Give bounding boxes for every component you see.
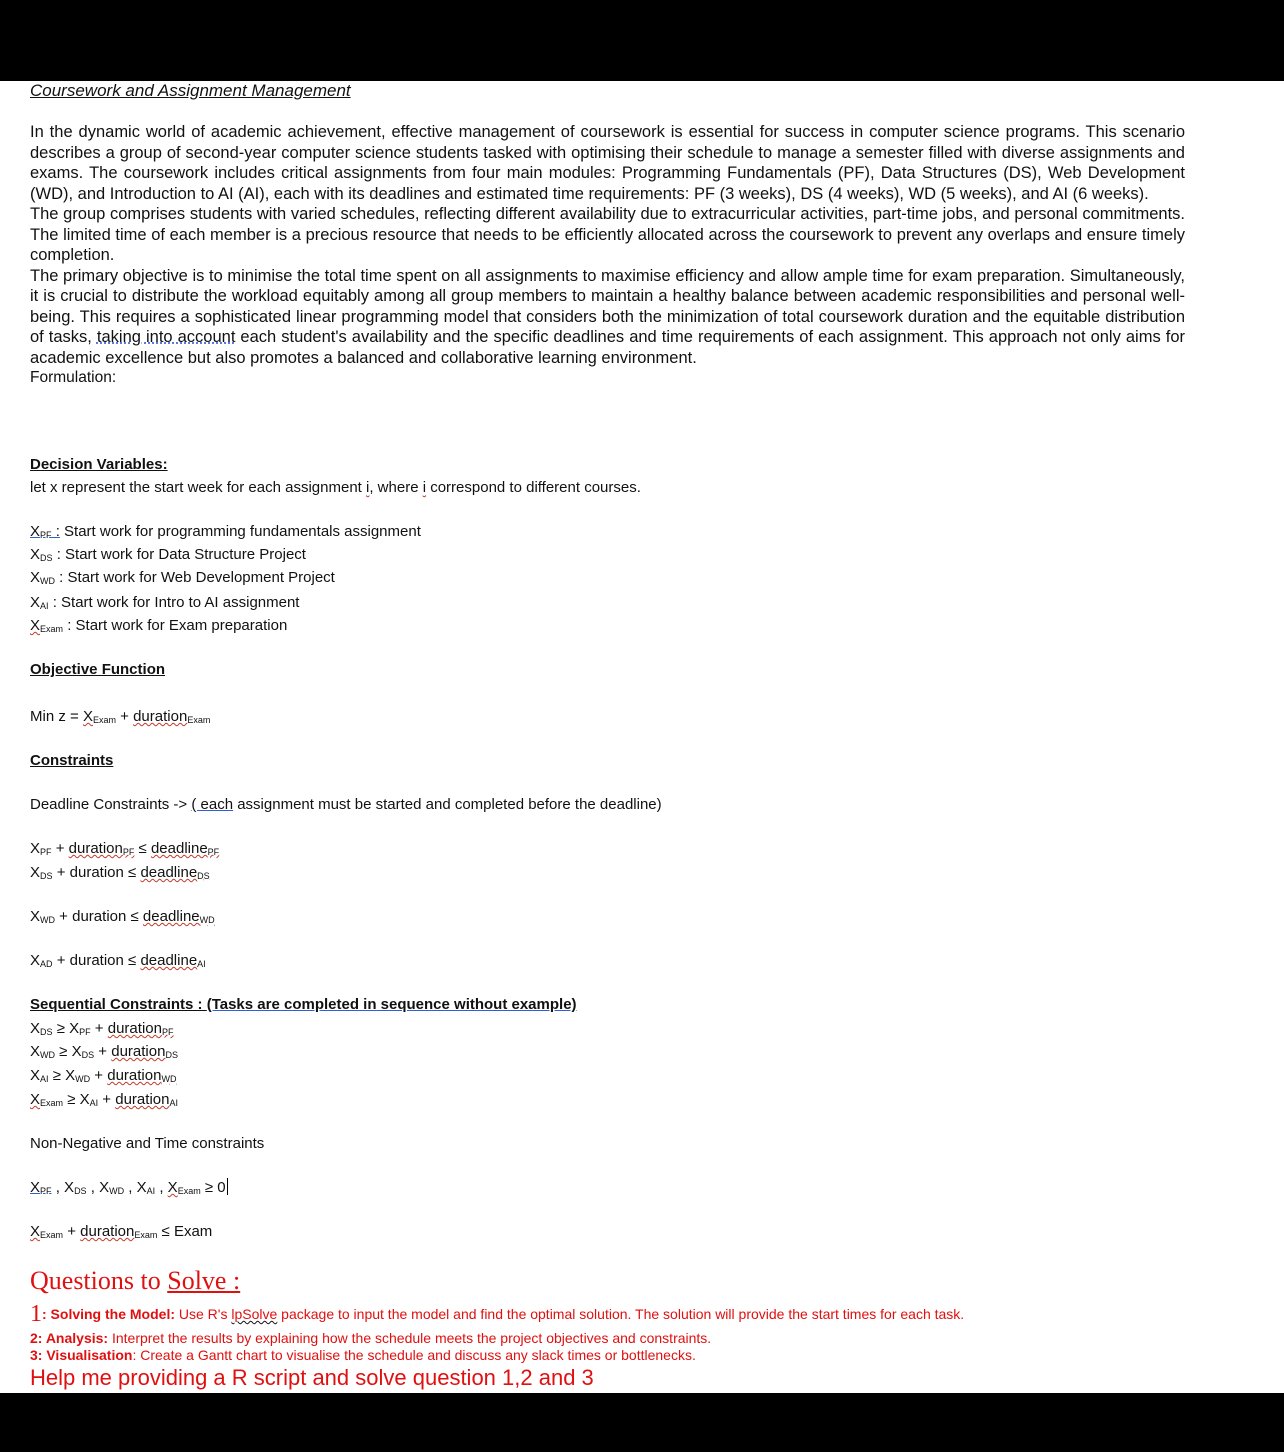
- deadline-text: deadline: [140, 952, 198, 969]
- le: ≤: [123, 952, 141, 969]
- var-colon: :: [63, 617, 72, 634]
- x-sub: Exam: [177, 1186, 201, 1196]
- duration-sub: PF: [161, 1027, 174, 1037]
- le-exam: ≤ Exam: [157, 1223, 213, 1240]
- plus: +: [115, 708, 134, 725]
- var-row-wd: [30, 568, 335, 588]
- x-exam: [168, 1179, 201, 1196]
- questions-heading-b: Solve :: [167, 1266, 241, 1295]
- x-symbol: X: [30, 1091, 41, 1108]
- ge: ≥: [48, 1067, 66, 1084]
- q3-label: 3: Visualisation: [30, 1347, 133, 1363]
- duration-text: duration: [69, 952, 124, 969]
- var-colon: :: [55, 569, 64, 586]
- page-title: Coursework and Assignment Management: [30, 81, 351, 100]
- min-text: Min: [30, 708, 59, 725]
- x-sub: WD: [75, 1074, 91, 1084]
- text-cursor: [227, 1178, 228, 1195]
- duration-term: [115, 1091, 178, 1108]
- paragraph-3: [30, 266, 1185, 369]
- duration-term: [107, 1067, 176, 1084]
- x-sub: WD: [40, 1050, 56, 1060]
- x-symbol: X: [30, 1179, 41, 1196]
- z-symbol: z: [58, 708, 66, 725]
- x-sub: WD: [40, 915, 56, 925]
- deadline-text: deadline: [150, 840, 208, 857]
- deadline-term: [143, 908, 215, 925]
- seq-row-ds: [30, 1019, 173, 1039]
- var-row-ai: [30, 593, 299, 613]
- plus: +: [90, 1067, 108, 1084]
- var-row-ds: [30, 545, 306, 565]
- x-symbol: X: [71, 1043, 82, 1060]
- deadline-text: deadline: [142, 908, 200, 925]
- deadline-label: Deadline Constraints ->: [30, 796, 192, 813]
- duration-text: duration: [107, 1067, 162, 1084]
- duration-text: duration: [69, 864, 124, 881]
- q1-number: 1: [30, 1301, 42, 1327]
- decision-intro: [30, 478, 641, 498]
- ge-zero: ≥ 0: [200, 1179, 226, 1196]
- q1-package: lpSolve: [231, 1306, 278, 1322]
- bottom-black-bar: [0, 1393, 1284, 1452]
- exam-time-row: [30, 1222, 212, 1242]
- questions-heading-a: Questions to: [30, 1266, 168, 1295]
- deadline-text: deadline: [140, 864, 198, 881]
- deadline-row-pf: [30, 839, 219, 859]
- formulation-label: Formulation:: [30, 369, 117, 386]
- paragraph-3-part-b: each student's availability and the specific deadlines and time requirements of each assignment. This approach not only aims for academic excellence but also promotes a balanced and collaborative learning environment.: [30, 328, 1185, 367]
- sep: ,: [155, 1179, 168, 1196]
- sep: ,: [51, 1179, 65, 1196]
- x-symbol: X: [30, 1067, 41, 1084]
- x-symbol: X: [30, 1223, 41, 1240]
- sep: ,: [124, 1179, 137, 1196]
- index-i: i: [366, 479, 370, 496]
- var-description: Start work for Web Development Project: [63, 569, 335, 586]
- duration-sub: AI: [169, 1098, 178, 1108]
- deadline-sub: AI: [197, 959, 206, 969]
- x-exam: [30, 1091, 63, 1108]
- plus: +: [90, 1020, 108, 1037]
- var-sub: Exam: [40, 624, 64, 634]
- x-symbol: X: [30, 952, 41, 969]
- x-symbol: X: [65, 1067, 76, 1084]
- sep: ,: [86, 1179, 100, 1196]
- x-sub: AI: [40, 1074, 49, 1084]
- q2-label: 2: Analysis:: [30, 1330, 109, 1346]
- deadline-term: [140, 952, 205, 969]
- le: ≤: [126, 908, 143, 925]
- duration-term: [80, 1223, 157, 1240]
- x-sub: Exam: [40, 1098, 64, 1108]
- questions-heading: [30, 1266, 240, 1296]
- q2-text: Interpret the results by explaining how the schedule meets the project objectives and constraints.: [108, 1330, 712, 1346]
- duration-term: [111, 1043, 178, 1060]
- x-symbol: X: [30, 864, 41, 881]
- ge: ≥: [55, 1043, 72, 1060]
- deadline-row-wd: [30, 907, 215, 927]
- question-3: [30, 1347, 696, 1364]
- var-x: X: [30, 569, 41, 586]
- x-sub: DS: [40, 871, 53, 881]
- x-sub: AI: [89, 1098, 99, 1108]
- x-sub: AI: [146, 1186, 156, 1196]
- var-description: Start work for Exam preparation: [71, 617, 288, 634]
- x-symbol: X: [136, 1179, 147, 1196]
- var-symbol: [30, 617, 63, 634]
- x-pf: [30, 1179, 52, 1196]
- deadline-row-ds: [30, 863, 210, 883]
- var-row-exam: [30, 616, 287, 636]
- duration-text: duration: [111, 1043, 166, 1060]
- document-page[interactable]: [0, 81, 1284, 1393]
- deadline-rest: assignment must be started and completed before the deadline): [233, 796, 662, 813]
- var-description: Start work for programming fundamentals assignment: [59, 523, 421, 540]
- question-2: [30, 1330, 711, 1347]
- le: ≤: [123, 864, 141, 881]
- duration-text: duration: [115, 1091, 170, 1108]
- x-exam: [30, 1223, 63, 1240]
- grammar-marked-phrase[interactable]: taking into account: [96, 328, 236, 346]
- q3-text: : Create a Gantt chart to visualise the schedule and discuss any slack times or bottlenecks.: [132, 1347, 696, 1363]
- paragraph-3-part-a: The primary objective is to minimise the total time spent on all assignments to maximise efficiency and allow ample time for exam preparation. Simultaneously, it is crucial to distribute the workload equitably among all group members to maintain a healthy balance between academic responsibilities and personal well-being. This requires a sophisticated linear programming model that considers both the minimization of total coursework duration and the equitable distribution of tasks,: [30, 266, 1185, 346]
- deadline-term: [151, 840, 219, 857]
- plus: +: [52, 864, 70, 881]
- var-x: X: [30, 617, 41, 634]
- x-sub: Exam: [92, 715, 116, 725]
- intro-text-c: correspond to different courses.: [426, 479, 641, 496]
- q1-label: : Solving the Model:: [42, 1306, 175, 1322]
- paragraph-2: The group comprises students with varied schedules, reflecting different availability due to extracurricular activities, part-time jobs, and personal commitments. The limited time of each member is a precious resource that needs to be efficiently allocated across the coursework to prevent any overlaps and ensure timely completion.: [30, 205, 1185, 264]
- x-symbol: X: [30, 1020, 41, 1037]
- deadline-sub: PF: [207, 847, 220, 857]
- q1-text-a: Use R's: [175, 1306, 232, 1322]
- x-symbol: X: [99, 1179, 110, 1196]
- intro-text-a: let x represent the start week for each assignment: [30, 479, 366, 496]
- var-colon: :: [51, 523, 60, 540]
- duration-text: duration: [80, 1223, 135, 1240]
- x-symbol: X: [69, 1020, 80, 1037]
- decision-variables-heading: Decision Variables:: [30, 456, 168, 473]
- question-1: [30, 1301, 965, 1327]
- duration-text: duration: [133, 708, 188, 725]
- var-x: X: [30, 523, 41, 540]
- equals: =: [65, 708, 83, 725]
- objective-heading: Objective Function: [30, 661, 166, 678]
- x-sub: PF: [40, 1186, 52, 1196]
- intro-paragraphs: [30, 122, 1185, 389]
- x-sub: PF: [79, 1027, 91, 1037]
- x-sub: DS: [40, 1027, 53, 1037]
- var-description: Start work for Intro to AI assignment: [56, 594, 300, 611]
- seq-row-wd: [30, 1042, 178, 1062]
- x-symbol: X: [64, 1179, 75, 1196]
- seq-row-exam: [30, 1090, 178, 1110]
- paragraph-1: In the dynamic world of academic achievement, effective management of coursework is essential for success in computer science programs. This scenario describes a group of second-year computer science students tasked with optimising their schedule to manage a semester filled with diverse assignments and exams. The coursework includes critical assignments from four main modules: Programming Fundamentals (PF), Data Structures (DS), Web Development (WD), and Introduction to AI (AI), each with its deadlines and estimated time requirements: PF (3 weeks), DS (4 weeks), WD (5 weeks), and AI (6 weeks).: [30, 123, 1185, 203]
- index-i: i: [422, 479, 427, 496]
- x-symbol: X: [167, 1179, 178, 1196]
- deadline-constraints-label: [30, 795, 662, 815]
- sequential-heading: [30, 995, 577, 1015]
- duration-sub: Exam: [134, 1230, 158, 1240]
- sequential-heading-b: (Tasks are completed in sequence without example): [206, 996, 577, 1013]
- plus: +: [51, 840, 69, 857]
- deadline-paren[interactable]: ( each: [191, 796, 234, 813]
- plus: +: [63, 1223, 81, 1240]
- duration-sub: WD: [161, 1074, 177, 1084]
- objective-formula: [30, 707, 210, 727]
- var-sub: AI: [40, 601, 49, 611]
- x-exam: [83, 708, 116, 725]
- constraints-heading: Constraints: [30, 752, 114, 769]
- duration-text: duration: [107, 1020, 162, 1037]
- duration-term: [69, 840, 135, 857]
- x-sub: WD: [109, 1186, 125, 1196]
- ge: ≥: [63, 1091, 80, 1108]
- deadline-sub: WD: [199, 915, 215, 925]
- x-sub: DS: [74, 1186, 87, 1196]
- le: ≤: [134, 840, 151, 857]
- duration-sub: DS: [165, 1050, 178, 1060]
- x-symbol: X: [30, 840, 41, 857]
- var-sub: DS: [40, 553, 53, 563]
- q1-text-b: package to input the model and find the optimal solution. The solution will provide the start times for each task.: [277, 1306, 965, 1322]
- var-x: X: [30, 594, 41, 611]
- duration-text: duration: [68, 840, 123, 857]
- x-symbol: X: [82, 708, 93, 725]
- plus: +: [98, 1091, 116, 1108]
- duration-term: [108, 1020, 174, 1037]
- x-sub: Exam: [40, 1230, 64, 1240]
- var-x: X: [30, 546, 41, 563]
- deadline-term: [140, 864, 209, 881]
- var-symbol: [30, 523, 60, 540]
- var-row-pf: [30, 522, 421, 542]
- plus: +: [52, 952, 70, 969]
- duration-sub: PF: [122, 847, 135, 857]
- nonneg-label: Non-Negative and Time constraints: [30, 1135, 265, 1152]
- x-symbol: X: [30, 1043, 41, 1060]
- x-symbol: X: [30, 908, 41, 925]
- x-symbol: X: [79, 1091, 90, 1108]
- var-sub: WD: [40, 576, 56, 586]
- var-colon: :: [48, 594, 57, 611]
- x-sub: PF: [40, 847, 52, 857]
- help-request: Help me providing a R script and solve question 1,2 and 3: [30, 1365, 594, 1390]
- var-description: Start work for Data Structure Project: [60, 546, 306, 563]
- var-colon: :: [52, 546, 61, 563]
- duration-sub: Exam: [187, 715, 211, 725]
- deadline-sub: DS: [197, 871, 210, 881]
- nonneg-row[interactable]: [30, 1178, 228, 1198]
- plus: +: [55, 908, 73, 925]
- deadline-row-ai: [30, 951, 206, 971]
- intro-text-b: , where: [369, 479, 423, 496]
- top-black-bar: [0, 0, 1284, 81]
- sequential-heading-a: Sequential Constraints :: [30, 996, 207, 1013]
- x-sub: DS: [81, 1050, 95, 1060]
- x-sub: AD: [40, 959, 53, 969]
- duration-exam: [133, 708, 210, 725]
- seq-row-ai: [30, 1066, 176, 1086]
- var-sub: PF: [40, 530, 52, 540]
- plus: +: [94, 1043, 112, 1060]
- ge: ≥: [52, 1020, 70, 1037]
- duration-text: duration: [72, 908, 127, 925]
